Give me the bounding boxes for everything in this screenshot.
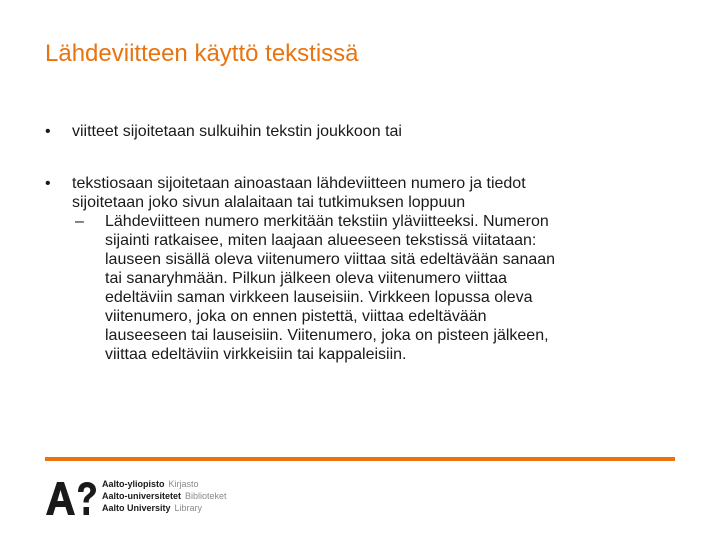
bullet-item-1 (45, 122, 675, 141)
footer-divider (45, 457, 675, 461)
logo-sub: Library (174, 503, 203, 513)
bullet-item-2 (45, 174, 675, 364)
logo-text (102, 478, 227, 514)
sub-bullet-marker: – (75, 213, 84, 230)
sub-bullet-line: lauseeseen tai lauseisiin. Viitenumero, joka on pisteen jälkeen, (105, 327, 549, 344)
logo-name: Aalto-universitetet (102, 491, 182, 501)
bullet-list (45, 122, 675, 364)
slide-title: Lähdeviitteen käyttö tekstissä (45, 40, 359, 67)
bullet-emphasis: tai (385, 123, 402, 140)
sub-bullet-line: edeltäviin saman virkkeen lauseisiin. Virkkeen lopussa oleva (105, 289, 533, 306)
logo-row (102, 478, 227, 490)
bullet-marker: • (45, 175, 51, 192)
logo-row (102, 502, 227, 514)
logo-row (102, 490, 227, 502)
sub-bullet-line: viitenumero, joka on ennen pistettä, viittaa edeltävään (105, 308, 487, 325)
sub-bullet-line: lauseen sisällä oleva viitenumero viittaa sitä edeltävään sanaan (105, 251, 556, 268)
bullet-text-line: sijoitetaan joko sivun alalaitaan tai tutkimuksen loppuun (72, 194, 466, 211)
logo-sub: Kirjasto (168, 479, 199, 489)
bullet-text: viitteet sijoitetaan sulkuihin tekstin joukkoon (72, 123, 386, 140)
sub-bullet-line: tai sanaryhmään. Pilkun jälkeen oleva viitenumero viittaa (105, 270, 507, 287)
logo-sub: Biblioteket (185, 491, 227, 501)
sub-bullet-line: Lähdeviitteen numero merkitään tekstiin yläviitteeksi. Numeron (105, 213, 549, 230)
sub-bullet-line: sijainti ratkaisee, miten laajaan alueeseen tekstissä viitataan: (105, 232, 537, 249)
sub-bullet-line: viittaa edeltäviin virkkeisiin tai kappaleisiin. (105, 346, 407, 363)
logo-name: Aalto-yliopisto (102, 479, 165, 489)
aalto-logo-icon (45, 480, 97, 516)
bullet-marker: • (45, 123, 51, 140)
logo-name: Aalto University (102, 503, 171, 513)
bullet-text-line: tekstiosaan sijoitetaan ainoastaan lähdeviitteen numero ja tiedot (72, 175, 526, 192)
sub-bullet-item (72, 212, 675, 364)
